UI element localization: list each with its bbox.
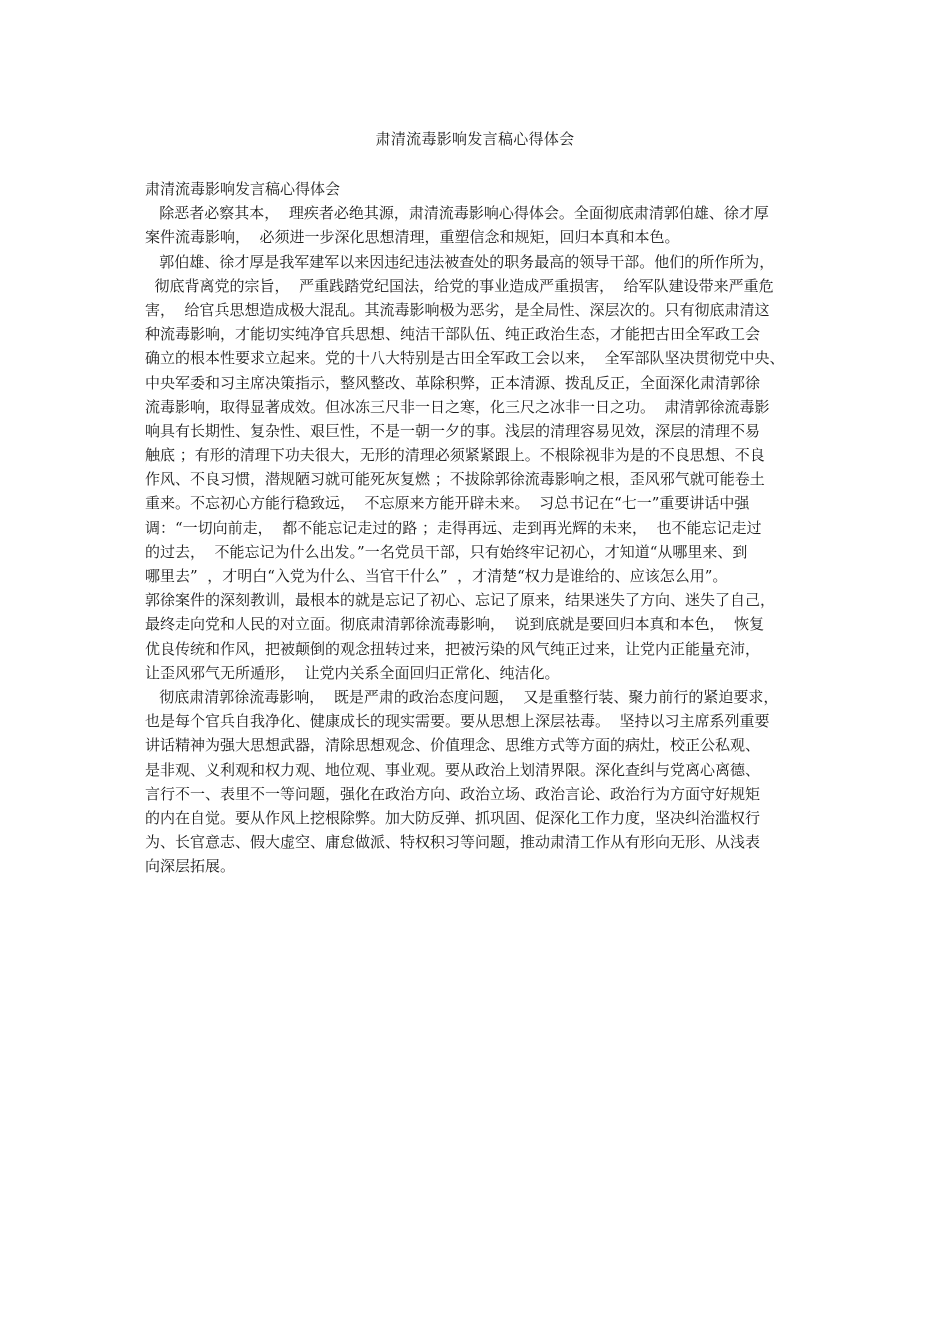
body-text-line: 郭徐案件的深刻教训，最根本的就是忘记了初心、忘记了原来，结果迷失了方向、迷失了自己， xyxy=(145,591,776,610)
body-text-line: 郭伯雄、徐才厚是我军建军以来因违纪违法被查处的职务最高的领导干部。他们的所作所为， xyxy=(145,252,775,271)
body-text-line: 除恶者必察其本， 理疾者必绝其源，肃清流毒影响心得体会。全面彻底肃清郭伯雄、徐才厚 xyxy=(145,204,769,223)
body-text-line: 向深层拓展。 xyxy=(145,857,236,876)
document-body xyxy=(145,177,813,878)
body-text-line: 种流毒影响，才能切实纯净官兵思想、纯洁干部队伍、纯正政治生态，才能把古田全军政工会 xyxy=(145,325,761,344)
body-text-line: 害， 给官兵思想造成极大混乱。其流毒影响极为恶劣，是全局性、深层次的。只有彻底肃清这 xyxy=(145,300,770,319)
body-text-line: 讲话精神为强大思想武器，清除思想观念、价值理念、思维方式等方面的病灶，校正公私观、 xyxy=(145,736,761,755)
body-text-line: 言行不一、表里不一等问题，强化在政治方向、政治立场、政治言论、政治行为方面守好规矩 xyxy=(145,784,761,803)
body-text-line: 重来。不忘初心方能行稳致远， 不忘原来方能开辟未来。 习总书记在“七一”重要讲话中强 xyxy=(145,494,750,513)
body-text-line: 彻底肃清郭徐流毒影响， 既是严肃的政治态度问题， 又是重整行装、聚力前行的紧迫要求， xyxy=(145,687,779,706)
body-text-line: 彻底背离党的宗旨， 严重践踏党纪国法，给党的事业造成严重损害， 给军队建设带来严重危 xyxy=(145,276,774,295)
body-text-line: 案件流毒影响， 必须进一步深化思想清理，重塑信念和规矩，回归本真和本色。 xyxy=(145,228,680,247)
body-text-line: 确立的根本性要求立起来。党的十八大特别是古田全军政工会以来， 全军部队坚决贯彻党中央、 xyxy=(145,349,785,368)
body-text-line: 也是每个官兵自我净化、健康成长的现实需要。要从思想上深层祛毒。 坚持以习主席系列重要 xyxy=(145,712,770,731)
body-text-line: 为、长官意志、假大虚空、庸怠做派、特权积习等问题，推动肃清工作从有形向无形、从浅表 xyxy=(145,833,761,852)
body-text-line: 的内在自觉。要从作风上挖根除弊。加大防反弹、抓巩固、促深化工作力度，坚决纠治滥权行 xyxy=(145,808,761,827)
body-text-line: 响具有长期性、复杂性、艰巨性，不是一朝一夕的事。浅层的清理容易见效，深层的清理不易 xyxy=(145,421,761,440)
body-heading-line: 肃清流毒影响发言稿心得体会 xyxy=(145,180,341,198)
document-title: 肃清流毒影响发言稿心得体会 xyxy=(375,130,575,148)
body-text-line: 让歪风邪气无所遁形， 让党内关系全面回归正常化、纯洁化。 xyxy=(145,663,560,682)
body-text-line: 作风、不良习惯，潜规陋习就可能死灰复燃 ；不拔除郭徐流毒影响之根，歪风邪气就可能卷土 xyxy=(145,470,765,489)
body-text-line: 触底 ；有形的清理下功夫很大，无形的清理必须紧紧跟上。不根除视非为是的不良思想、不良 xyxy=(145,446,765,465)
body-text-line: 调：“一切向前走， 都不能忘记走过的路 ；走得再远、走到再光辉的未来， 也不能忘记走过 xyxy=(145,518,762,537)
body-text-line: 是非观、义利观和权力观、地位观、事业观。要从政治上划清界限。深化查纠与党离心离德、 xyxy=(145,760,761,779)
body-text-line: 的过去， 不能忘记为什么出发。”一名党员干部，只有始终牢记初心，才知道“从哪里来、到 xyxy=(145,542,748,561)
body-text-line: 流毒影响，取得显著成效。但冰冻三尺非一日之寒，化三尺之冰非一日之功。 肃清郭徐流毒影 xyxy=(145,397,770,416)
body-text-line: 最终走向党和人民的对立面。彻底肃清郭徐流毒影响， 说到底就是要回归本真和本色， 恢复 xyxy=(145,615,765,634)
body-text-line: 中央军委和习主席决策指示，整风整改、革除积弊，正本清源、拨乱反正，全面深化肃清郭徐 xyxy=(145,373,761,392)
body-text-line: 优良传统和作风，把被颠倒的观念扭转过来，把被污染的风气纯正过来，让党内正能量充沛， xyxy=(145,639,761,658)
body-text-line: 哪里去” ，才明白“入党为什么、当官干什么” ，才清楚“权力是谁给的、应该怎么用”。 xyxy=(145,567,728,585)
